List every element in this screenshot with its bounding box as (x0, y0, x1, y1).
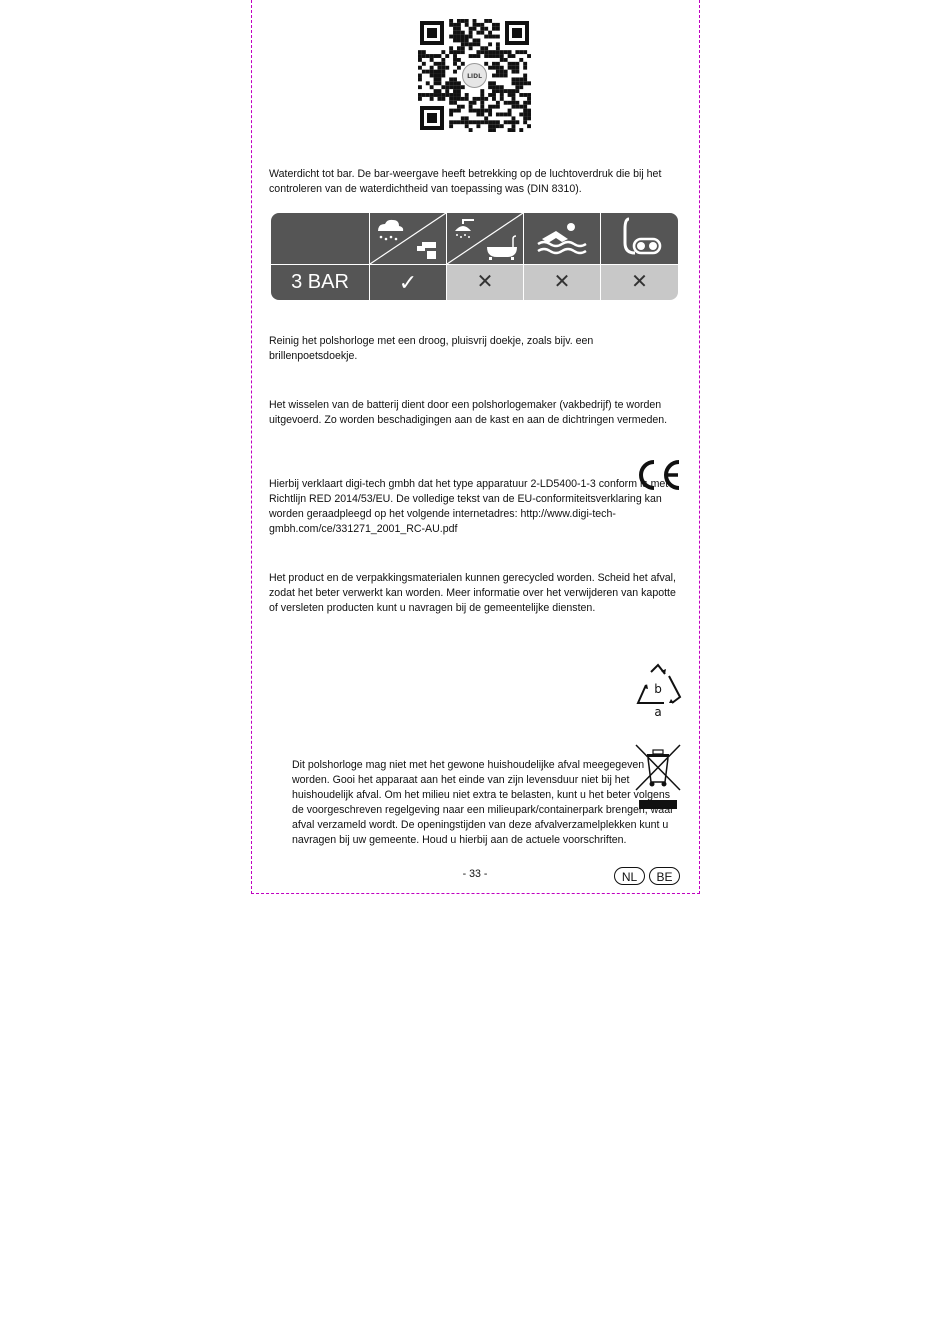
waterproof-text: Waterdicht tot bar. De bar-weergave heeft betrekking op de luchtoverdruk die bij het controleren van de waterdichtheid van toepassing was (DIN 8310). (269, 168, 662, 195)
page-number: - 33 - (462, 868, 488, 880)
qr-center-logo: LIDL (467, 73, 482, 80)
shower-and-bath-icon (447, 213, 523, 264)
qr-code-icon (418, 19, 531, 132)
ce-mark-icon (634, 458, 682, 492)
header-rain-tap (370, 213, 446, 264)
country-badge-be: BE (649, 867, 680, 885)
header-snorkel (601, 213, 678, 264)
recycle-inner-letter: b (654, 682, 662, 696)
recycle-triangle-icon (633, 662, 683, 720)
header-swimming (524, 213, 600, 264)
mark-snorkel: ✕ (601, 265, 678, 300)
swimming-icon (524, 213, 600, 264)
battery-text: Het wisselen van de batterij dient door een polshorlogemaker (vakbedrijf) te worden uitgevoerd. Zo worden beschadigingen aan de kast en aan de dichtringen vermeden. (269, 399, 668, 426)
mark-rain-tap: ✓ (370, 265, 446, 300)
mark-shower-bath: ✕ (447, 265, 523, 300)
snorkel-mask-icon (601, 213, 678, 264)
cleaning-text: Reinig het polshorloge met een droog, pluisvrij doekje, zoals bijv. een brillenpoetsdoekje. (269, 335, 594, 362)
recycle-code-letter: a (654, 705, 662, 719)
conformity-text: Hierbij verklaart digi-tech gmbh dat het type apparatuur 2-LD5400-1-3 conform is met Richtlijn RED 2014/53/EU. De volledige tekst van de EU-conformiteitsverklaring kan worden geraadpleegd op het volgende internetadres: http://www.digi-tech-gmbh.com/ce/331271_2001_RC-AU.pdf (269, 478, 669, 535)
header-shower-bath (447, 213, 523, 264)
disposal-text: Dit polshorloge mag niet met het gewone huishoudelijke afval meegegeven worden. Gooi het apparaat aan het einde van zijn levensduur niet bij het huishoudelijk afval. Om het milieu niet extra te belasten, kunt u het beter volgens de voorgeschreven regelgeving naar een milieupark/containerpark brengen, waar afval verzameld wordt. De openingstijden van deze afvalverzamelplekken kunt u navragen bij uw gemeente. Houd u hierbij aan de actuele voorschriften. (292, 759, 674, 846)
table-header-blank (271, 213, 369, 264)
water-resistance-table (271, 213, 678, 300)
mark-swimming: ✕ (524, 265, 600, 300)
recycling-text: Het product en de verpakkingsmaterialen kunnen gerecycled worden. Scheid het afval, zodat het beter verwerkt kan worden. Meer informatie over het verwijderen van kapotte of versleten producten kunt u navragen bij de gemeentelijke diensten. (269, 572, 676, 614)
bar-rating: 3 BAR (271, 265, 369, 300)
country-badge-nl: NL (614, 867, 645, 885)
rain-and-tap-icon (370, 213, 446, 264)
